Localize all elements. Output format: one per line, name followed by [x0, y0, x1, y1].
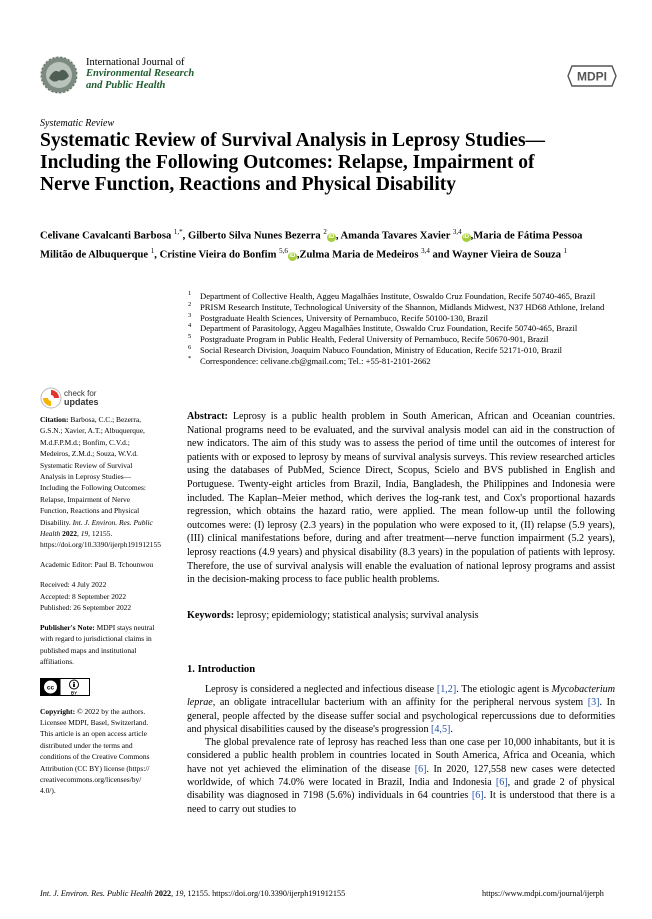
footer-citation: Int. J. Environ. Res. Public Health 2022, 19, 12155. https://doi.org/10.3390/ijerph191912155 — [40, 889, 346, 898]
author-affiliation-marker: 2 — [323, 228, 327, 236]
check-updates-icon — [40, 387, 62, 409]
cc-by-label: BY — [70, 690, 78, 696]
publishers-note-text: MDPI stays neutral with regard to jurisdictional claims in published maps and institutional affiliations. — [40, 623, 155, 667]
text-run: . In 2020, 127,558 new cases were detected worldwide, of which 74.0% were located in Brazil, India and Indonesia — [187, 763, 615, 789]
journal-logo — [40, 56, 78, 94]
author-name: Wayner Vieira de Souza — [452, 249, 562, 261]
affiliation-item — [188, 302, 628, 313]
check-for-updates-badge[interactable] — [40, 387, 160, 411]
affiliation-number: 3 — [188, 311, 192, 319]
introduction-body — [187, 683, 615, 816]
orcid-icon[interactable]: iD — [463, 233, 470, 240]
reference-link[interactable]: [3] — [587, 697, 600, 709]
affiliation-number: 6 — [188, 343, 192, 351]
mdpi-logo-text: MDPI — [577, 69, 607, 84]
text-run: Leprosy is considered a neglected and infectious disease — [205, 684, 437, 695]
copyright-text: © 2022 by the authors. Licensee MDPI, Basel, Switzerland. This article is an open access article distributed under the terms and conditions of the Creative Commons Attribution (CC BY) license (https:// creativecommons.org/licenses/by/ 4.0/). — [40, 706, 150, 796]
author-name: Amanda Tavares Xavier — [340, 230, 451, 242]
citation-volume: 19 — [80, 529, 89, 539]
author-name: Cristine Vieira do Bonfim — [159, 249, 277, 261]
citation-year: 2022 — [62, 529, 77, 539]
citation-pages: , 12155. https://doi.org/10.3390/ijerph191912155 — [40, 529, 161, 550]
text-run: , an obligate intracellular bacterium with an affinity for the peripheral nervous system — [212, 697, 588, 709]
footer-year: 2022 — [154, 889, 172, 898]
received-date: Received: 4 July 2022 — [40, 580, 107, 590]
keywords — [187, 609, 615, 623]
reference-link[interactable]: [6] — [414, 763, 427, 775]
publishers-note — [40, 622, 158, 668]
author-name: Zulma Maria de Medeiros — [299, 249, 419, 261]
intro-paragraph-2 — [187, 736, 615, 816]
author-separator: and — [429, 249, 453, 261]
article-type: Systematic Review — [40, 118, 115, 129]
reference-link[interactable]: [1,2] — [436, 684, 457, 695]
mdpi-logo — [566, 64, 618, 88]
affiliations — [188, 291, 628, 367]
dates — [40, 579, 158, 613]
author-name: Gilberto Silva Nunes Bezerra — [187, 230, 321, 242]
footer-rest: , 12155. https://doi.org/10.3390/ijerph191912155 — [183, 889, 346, 898]
affiliation-number: * — [188, 354, 192, 362]
reference-link[interactable]: [6] — [471, 790, 484, 802]
author-affiliation-marker: 3,4 — [421, 247, 430, 256]
svg-text:cc: cc — [46, 684, 55, 692]
author-separator: , — [470, 230, 474, 242]
affiliation-text: Correspondence: celivane.cb@gmail.com; Tel.: +55-81-2101-2662 — [200, 355, 431, 366]
affiliation-number: 1 — [188, 290, 192, 297]
footer-volume: 19 — [175, 889, 184, 898]
abstract-label: Abstract: — [187, 411, 228, 422]
reference-link[interactable]: [4,5] — [431, 723, 451, 735]
citation-label: Citation: — [40, 415, 69, 424]
cc-by-license-badge[interactable] — [40, 678, 90, 699]
affiliation-number: 4 — [188, 322, 192, 330]
affiliation-text: Department of Parasitology, Aggeu Magalhães Institute, Oswaldo Cruz Foundation, Recife 50740-465, Brazil — [200, 323, 578, 334]
accepted-date: Accepted: 8 September 2022 — [40, 591, 127, 601]
journal-name-line3: and Public Health — [86, 79, 166, 91]
journal-name — [86, 68, 266, 91]
affiliation-item — [188, 334, 628, 345]
keywords-label: Keywords: — [187, 610, 235, 621]
journal-name-line2: Environmental Research — [86, 68, 195, 79]
affiliation-text: Social Research Division, Joaquim Nabuco Foundation, Ministry of Education, Recife 52171-010, Brazil — [200, 344, 563, 355]
author-affiliation-marker: 3,4 — [452, 228, 462, 236]
author-list — [40, 225, 610, 263]
text-run: . — [450, 723, 453, 735]
affiliation-text: Department of Collective Health, Aggeu Magalhães Institute, Oswaldo Cruz Foundation, Recife 50740-465, Brazil — [200, 291, 596, 301]
orcid-icon[interactable]: iD — [328, 233, 335, 240]
keywords-text: leprosy; epidemiology; statistical analysis; survival analysis — [236, 610, 479, 621]
citation-text: Barbosa, C.C.; Bezerra, G.S.N.; Xavier, A.T.; Albuquerque, M.d.F.P.M.d.; Bonfim, C.V.d.; Medeiros, Z.M.d.; Souza, W.V.d. Systematic Review of Survival Analysis in Leprosy Studies—Including the Following Outcomes: Relapse, Impairment of Nerve Function, Reactions and Physical Disability. — [40, 415, 146, 527]
text-run: , and grade 2 of physical disability was diagnosed in 7198 (5.6%) individuals in 64 countries — [187, 777, 615, 802]
text-run: . The etiologic agent is — [456, 684, 552, 695]
copyright-label: Copyright: — [40, 706, 76, 716]
author-affiliation-marker: 5,6 — [279, 247, 288, 256]
affiliation-item — [188, 356, 628, 367]
footer-journal-url[interactable]: https://www.mdpi.com/journal/ijerph — [482, 889, 604, 898]
author-separator: , — [154, 249, 160, 261]
author-separator: , — [296, 249, 300, 261]
check-updates-line2: updates — [64, 397, 99, 407]
text-run: . It is understood that there is a need to carry out studies to — [187, 790, 615, 815]
affiliation-text: Postgraduate Program in Public Health, Federal University of Pernambuco, Recife 50670-901, Brazil — [200, 334, 549, 345]
orcid-icon[interactable]: iD — [289, 252, 296, 259]
affiliation-item — [188, 323, 628, 334]
check-updates-line1: check for — [64, 389, 97, 398]
intro-paragraph-1 — [187, 683, 615, 736]
section-heading-introduction: 1. Introduction — [187, 664, 256, 675]
affiliation-item — [188, 345, 628, 356]
author-affiliation-marker: 1,* — [173, 228, 183, 236]
affiliation-item — [188, 291, 628, 302]
footer-journal: Int. J. Environ. Res. Public Health — [40, 889, 153, 898]
affiliation-text: Postgraduate Health Sciences, University of Pernambuco, Recife 50100-130, Brazil — [200, 312, 489, 323]
author-name: Celivane Cavalcanti Barbosa — [40, 230, 172, 242]
published-date: Published: 26 September 2022 — [40, 603, 132, 613]
publishers-note-label: Publisher's Note: — [40, 623, 95, 632]
article-title: Systematic Review of Survival Analysis in Leprosy Studies—Including the Following Outcomes: Relapse, Impairment of Nerve Function, Reactions and Physical Disability — [40, 130, 546, 195]
reference-link[interactable]: [6] — [495, 777, 508, 789]
affiliation-item — [188, 313, 628, 324]
affiliation-text: PRISM Research Institute, Technological University of the Shannon, Midlands Midwest, N37 HD68 Athlone, Ireland — [200, 301, 605, 312]
check-updates-label[interactable] — [64, 389, 99, 407]
abstract-text: Leprosy is a public health problem in South American, African and Oceanian countries. National programs need to be evaluated, and the survival analysis model can aid in the construction of new indicators. The aim of this study was to assess the period of time until the outcomes of interest for patients with or exposed to leprosy by means of survival analysis surveys. This review researched articles using the databases of PubMed, Science Direct, Scopus, Scielo and BVS published in English and Portuguese. Twenty-eight articles from Brazil, India, Bangladesh, the Philippines and Indonesia were included. The Kaplan–Meier method, which derives the log-rank test, and Cox's proportional hazards regression, which obtains the hazard ratio, were applied. The mean follow-up until the following outcomes were: (I) leprosy (2.3 years) in the population who were exposed to it, (II) relapse (5.9 years), (III) clinical manifestations before, during and after treatment—nerve function impairment (5.2 years), leprosy reactions (4.9 years) and physical disability (8.3 years) in the population of patients with leprosy. Therefore, the use of survival analysis will enable the evaluation of national leprosy programs and assist in the decision-making process to face public health problems. — [187, 411, 615, 586]
academic-editor: Academic Editor: Paul B. Tchounwou — [40, 560, 154, 570]
abstract — [187, 410, 615, 587]
journal-name-line1: International Journal of — [86, 57, 185, 68]
affiliation-number: 5 — [188, 333, 192, 341]
author-affiliation-marker: 1 — [150, 247, 155, 256]
citation-journal: Int. J. Environ. Res. Public Health — [40, 517, 153, 539]
author-name: Maria de Fátima Pessoa Militão de Albuquerque — [40, 230, 583, 261]
citation: Citation: Barbosa, C.C.; Bezerra, G.S.N.; Xavier, A.T.; Albuquerque, M.d.F.P.M.d.; Bonfim, C.V.d.; Medeiros, Z.M.d.; Souza, W.V.d. Systematic Review of Survival Analysis in Leprosy Studies—Including the Following Outcomes: Relapse, Impairment of Nerve Function, Reactions and Physical Disability. Int. J. Environ. Res. Public Health 2022, 19, 12155. https://doi.org/10.3390/ijerph191912155 — [40, 415, 161, 550]
author-separator: , — [182, 230, 188, 242]
text-run: The global prevalence rate of leprosy has reached less than one case per 10,000 inhabitants, but it is considered a public health problem in countries located in South America, Africa and Oceania, which have not yet achieved the elimination of the disease — [187, 737, 615, 775]
species-name: Mycobacterium leprae — [187, 684, 615, 709]
author-affiliation-marker: 1 — [563, 247, 568, 256]
article-info-sidebar — [40, 414, 161, 805]
author-separator: , — [335, 230, 341, 242]
copyright — [40, 706, 158, 797]
affiliation-number: 2 — [188, 300, 192, 308]
text-run: . In general, people affected by the disease suffer social and psychological repercussions due to deformities and physical disabilities caused by the disease's progression — [187, 697, 615, 735]
